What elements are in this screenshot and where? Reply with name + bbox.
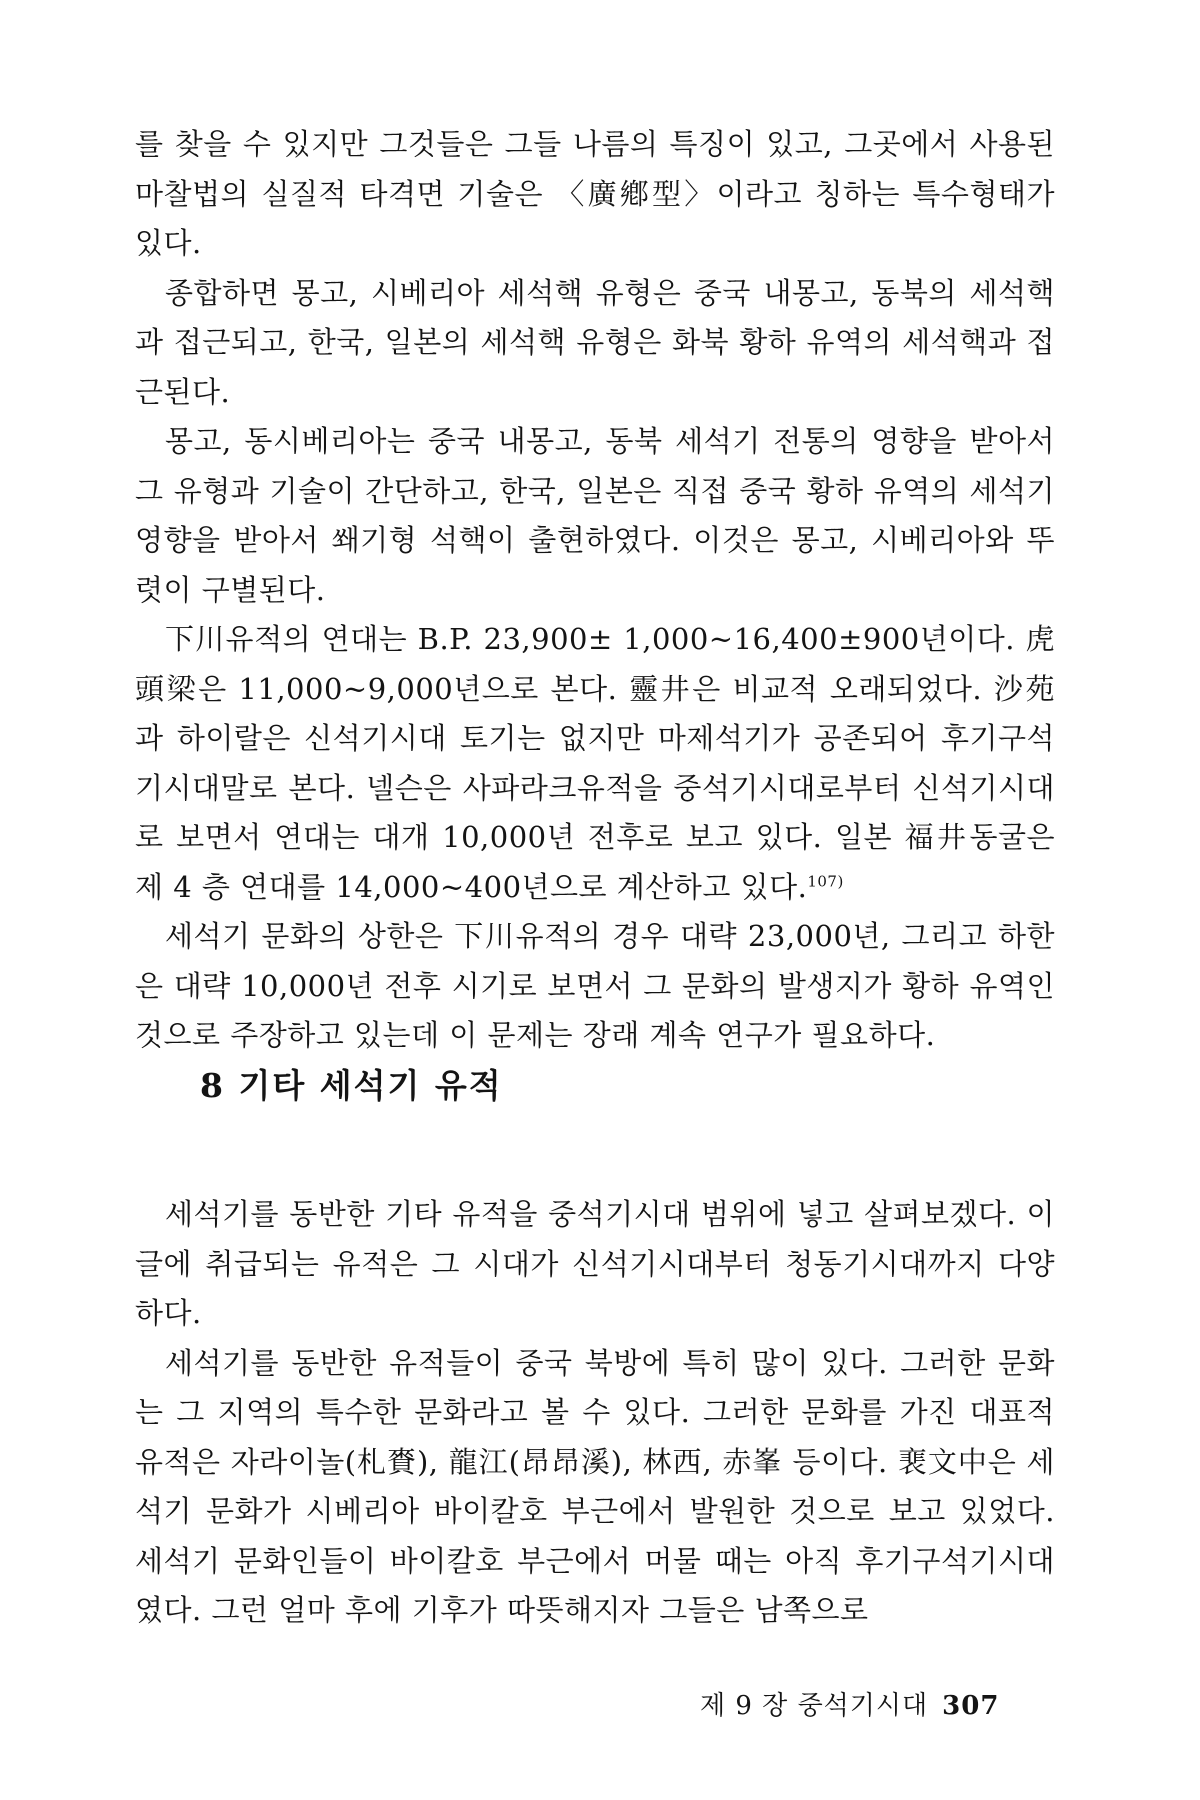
- paragraph: 몽고, 동시베리아는 중국 내몽고, 동북 세석기 전통의 영향을 받아서 그 유형과 기술이 간단하고, 한국, 일본은 직접 중국 황하 유역의 세석기 영향을 받아서 쐐기형 석핵이 출현하였다. 이것은 몽고, 시베리아와 뚜렷이 구별된다.: [135, 424, 1055, 607]
- paragraph: 세석기 문화의 상한은 下川유적의 경우 대략 23,000년, 그리고 하한은 대략 10,000년 전후 시기로 보면서 그 문화의 발생지가 황하 유역인 것으로 주장하고 있는데 이 문제는 장래 계속 연구가 필요하다.: [135, 919, 1055, 1052]
- footnote-marker: 107): [807, 871, 844, 890]
- page-footer: [700, 1685, 1060, 1722]
- body-text-section-1: [135, 120, 1055, 1061]
- paragraph: 종합하면 몽고, 시베리아 세석핵 유형은 중국 내몽고, 동북의 세석핵과 접근되고, 한국, 일본의 세석핵 유형은 화북 황하 유역의 세석핵과 접근된다.: [135, 275, 1055, 409]
- paragraph: [135, 615, 1055, 912]
- section-heading: 8 기타 세석기 유적: [200, 1066, 503, 1105]
- page-number: 307: [942, 1691, 1000, 1721]
- paragraph: 세석기를 동반한 유적들이 중국 북방에 특히 많이 있다. 그러한 문화는 그 지역의 특수한 문화라고 볼 수 있다. 그러한 문화를 가진 대표적 유적은 자라이놀(札賚), 龍江(昂昂溪), 林西, 赤峯 등이다. 裵文中은 세석기 문화가 시베리아 바이칼호 부근에서 발원한 것으로 보고 있었다. 세석기 문화인들이 바이칼호 부근에서 머물 때는 아직 후기구석기시대였다. 그런 얼마 후에 기후가 따뜻해지자 그들은 남쪽으로: [135, 1345, 1055, 1627]
- body-text-section-2: [135, 1190, 1055, 1636]
- paragraph-text: 下川유적의 연대는 B.P. 23,900± 1,000~16,400±900년이다. 虎頭梁은 11,000~9,000년으로 본다. 靈井은 비교적 오래되었다. 沙苑과 하이랄은 신석기시대 토기는 없지만 마제석기가 공존되어 후기구석기시대말로 본다. 넬슨은 사파라크유적을 중석기시대로부터 신석기시대로 보면서 연대는 대개 10,000년 전후로 보고 있다. 일본 福井동굴은 제 4 층 연대를 14,000~400년으로 계산하고 있다.: [135, 622, 1055, 904]
- running-footer-chapter: 제 9 장 중석기시대: [700, 1691, 929, 1721]
- paragraph: 를 찾을 수 있지만 그것들은 그들 나름의 특징이 있고, 그곳에서 사용된 마찰법의 실질적 타격면 기술은 〈廣鄕型〉이라고 칭하는 특수형태가 있다.: [135, 127, 1055, 260]
- paragraph: 세석기를 동반한 기타 유적을 중석기시대 범위에 넣고 살펴보겠다. 이 글에 취급되는 유적은 그 시대가 신석기시대부터 청동기시대까지 다양하다.: [135, 1197, 1055, 1330]
